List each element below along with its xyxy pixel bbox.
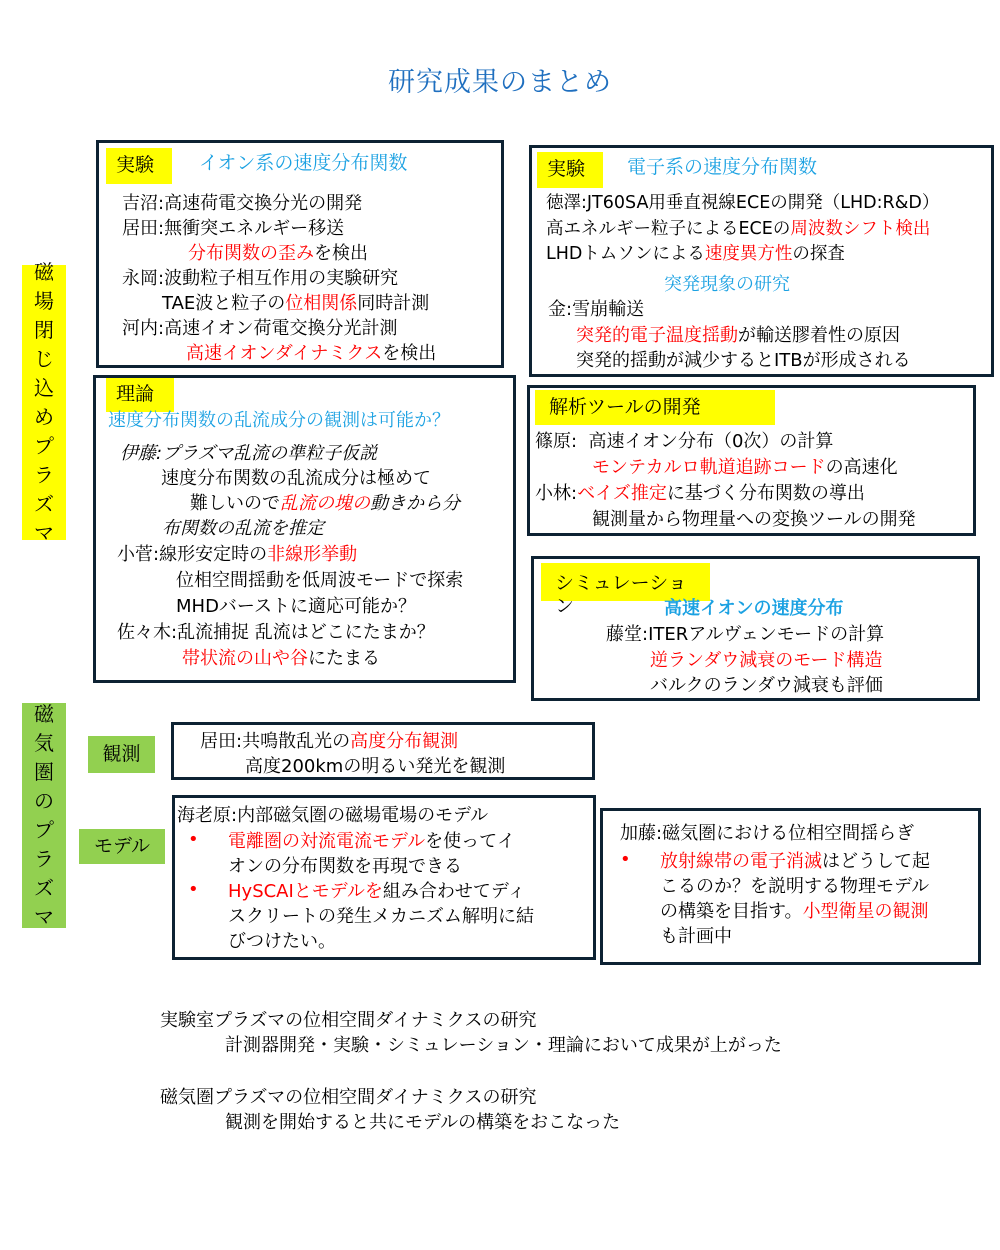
text-span: にたまる [308,648,380,669]
text-line [117,544,357,566]
summary-magnetosphere-heading: 磁気圏プラズマの位相空間ダイナミクスの研究 [160,1087,537,1108]
text-span: の探査 [792,244,845,264]
text-line [660,926,732,948]
side-label-char: 磁 [34,701,54,726]
text-span: 篠原: 高速イオン分布（0次）の計算 [535,431,834,452]
side-label-char: 圏 [34,759,54,784]
summary-lab-heading: 実験室プラズマの位相空間ダイナミクスの研究 [160,1010,537,1031]
text-span: 布関数の乱流を推定 [162,518,324,539]
bullet-icon: • [620,849,631,870]
text-line [576,350,911,372]
text-line [176,596,416,618]
text-line [228,831,515,853]
section-heading: 速度分布関数の乱流成分の観測は可能か？ [108,410,450,431]
section-heading: 電子系の速度分布関数 [627,156,818,178]
simulation-tag: シミュレーション [541,563,710,601]
text-line [245,756,505,778]
text-span: 小林: [535,483,578,504]
text-span: も計画中 [660,926,732,947]
text-span: が輸送膠着性の原因 [738,325,900,346]
text-line [620,823,914,845]
side-label-char: 気 [34,730,54,755]
summary-lab-detail: 計測器開発・実験・シミュレーション・理論において成果が上がった [225,1035,782,1056]
text-span: 動きから分 [370,493,460,514]
side-label-confinement-plasma [22,259,66,545]
text-line [228,856,462,878]
side-label-char: 場 [34,288,54,313]
highlight-text: 分布関数の歪み [188,243,314,264]
text-line [660,851,930,873]
model-tag: モデル [79,829,165,864]
text-span: 小菅:線形安定時の [117,544,268,565]
text-span: 同時計測 [357,293,430,314]
theory-tag: 理論 [106,378,174,412]
text-line [228,906,534,928]
text-span: 難しいので [190,493,280,514]
side-label-char: ラ [34,462,54,487]
text-span: を検出 [314,243,368,264]
text-line [546,244,845,265]
text-line [162,293,429,315]
side-label-char: 込 [34,375,54,400]
text-line [200,731,458,753]
section-subheading: 突発現象の研究 [664,274,790,295]
text-line [592,509,916,531]
text-span: 突発的揺動が減少するとITBが形成される [576,350,911,371]
text-span: を検出 [382,343,437,364]
summary-magnetosphere-detail: 観測を開始すると共にモデルの構築をおこなった [225,1112,621,1133]
side-label-char: ズ [34,875,54,900]
text-line [650,650,883,672]
observation-tag: 観測 [88,736,155,773]
text-span: 海老原:内部磁気圏の磁場電場のモデル [177,805,489,826]
highlight-text: 高度分布観測 [350,731,459,752]
text-span: はどうして起 [822,851,930,872]
side-label-char: の [34,788,54,813]
side-label-char: プ [34,817,54,842]
highlight-text: 速度異方性 [704,244,793,264]
text-line [546,219,930,240]
text-line [650,675,883,697]
text-line [548,299,644,321]
text-span: の構築を目指す。 [660,901,803,922]
text-span: TAE波と粒子の [162,293,286,314]
text-span: 永岡:波動粒子相互作用の実験研究 [122,268,399,289]
text-span: 高度200kmの明るい発光を観測 [245,756,506,777]
highlight-text: 帯状流の山や谷 [182,648,308,669]
text-span: 観測量から物理量への変換ツールの開発 [592,509,916,530]
text-line [177,805,488,827]
text-line [161,468,431,490]
side-label-char: ラ [34,846,54,871]
text-line [182,648,380,670]
text-span: 吉沼:高速荷電交換分光の開発 [122,193,363,214]
highlight-text: 非線形挙動 [267,544,358,565]
experiment-tag: 実験 [537,152,603,188]
text-line [122,318,398,340]
text-line [122,218,344,240]
text-span: 河内:高速イオン荷電交換分光計測 [122,318,398,339]
highlight-text: 突発的電子温度揺動 [576,325,738,346]
highlight-text: 高速イオンダイナミクス [186,343,383,364]
text-span: 組み合わせてディ [382,881,526,902]
text-span: を使ってイ [425,831,516,852]
side-label-char: 閉 [34,317,54,342]
text-line [122,268,398,290]
highlight-text: 乱流の塊の [280,493,370,514]
text-line [162,518,324,540]
text-line [176,570,463,592]
text-span: スクリートの発生メカニズム解明に結 [228,906,534,927]
text-line [188,243,368,265]
text-line [535,483,865,505]
text-span: 速度分布関数の乱流成分は極めて [161,468,431,489]
text-line [228,931,336,953]
highlight-text: 小型衛星の観測 [802,901,929,922]
text-line [576,325,900,347]
text-line [606,624,884,646]
text-span: 位相空間揺動を低周波モードで探索 [176,570,464,591]
page-title: 研究成果のまとめ [388,67,612,98]
text-span: 金:雪崩輸送 [548,299,645,320]
experiment-tag: 実験 [106,148,172,184]
text-line [186,343,436,365]
text-span: オンの分布関数を再現できる [228,856,462,877]
text-line [228,881,525,903]
highlight-text: 周波数シフト検出 [790,219,931,239]
text-span: 伊藤:プラズマ乱流の準粒子仮説 [120,443,378,464]
highlight-text: 電離圏の対流電流モデル [228,831,426,852]
text-span: LHDトムソンによる [546,244,705,264]
text-span: 高エネルギー粒子によるECEの [546,219,791,239]
highlight-text: 位相関係 [285,293,358,314]
text-span: バルクのランダウ減衰も評価 [650,675,883,696]
text-span: に基づく分布関数の導出 [666,483,865,504]
text-line [117,622,435,644]
text-span: 加藤:磁気圏における位相空間揺らぎ [620,823,915,844]
text-line [660,901,929,923]
text-line [122,193,362,215]
highlight-text: 放射線帯の電子消滅 [660,851,822,872]
text-span: 徳澤:JT60SA用垂直視線ECEの開発（LHD:R&D） [546,193,940,213]
side-label-char: じ [34,346,54,371]
text-span: の高速化 [825,457,898,478]
text-span: 居田:共鳴散乱光の [200,731,351,752]
side-label-magnetosphere-plasma [22,703,66,928]
side-label-char: め [34,404,54,429]
text-span: 藤堂:ITERアルヴェンモードの計算 [606,624,885,645]
text-span: MHDバーストに適応可能か？ [176,596,417,617]
text-line [190,493,460,515]
side-label-char: ズ [34,491,54,516]
highlight-text: モンテカルロ軌道追跡コード [592,457,826,478]
text-line [120,443,377,465]
section-heading: 高速イオンの速度分布 [664,598,844,619]
highlight-text: ベイズ推定 [577,483,667,504]
text-span: 佐々木:乱流捕捉 乱流はどこにたまか？ [117,622,435,643]
highlight-text: 逆ランダウ減衰のモード構造 [650,650,883,671]
text-line [535,431,833,453]
highlight-text: HySCAIとモデルを [228,881,383,902]
text-span: びつけたい。 [228,931,336,952]
side-label-char: プ [34,433,54,458]
text-span: 居田:無衝突エネルギー移送 [122,218,345,239]
side-label-char: マ [34,520,54,545]
text-line [546,193,939,214]
side-label-char: 磁 [34,259,54,284]
text-span: こるのか？を説明する物理モデル [660,876,930,897]
section-heading: イオン系の速度分布関数 [199,152,408,174]
analysis-tag: 解析ツールの開発 [535,390,775,425]
side-label-char: マ [34,904,54,929]
text-line [592,457,898,479]
text-line [660,876,929,898]
bullet-icon: • [188,879,199,900]
bullet-icon: • [188,829,199,850]
